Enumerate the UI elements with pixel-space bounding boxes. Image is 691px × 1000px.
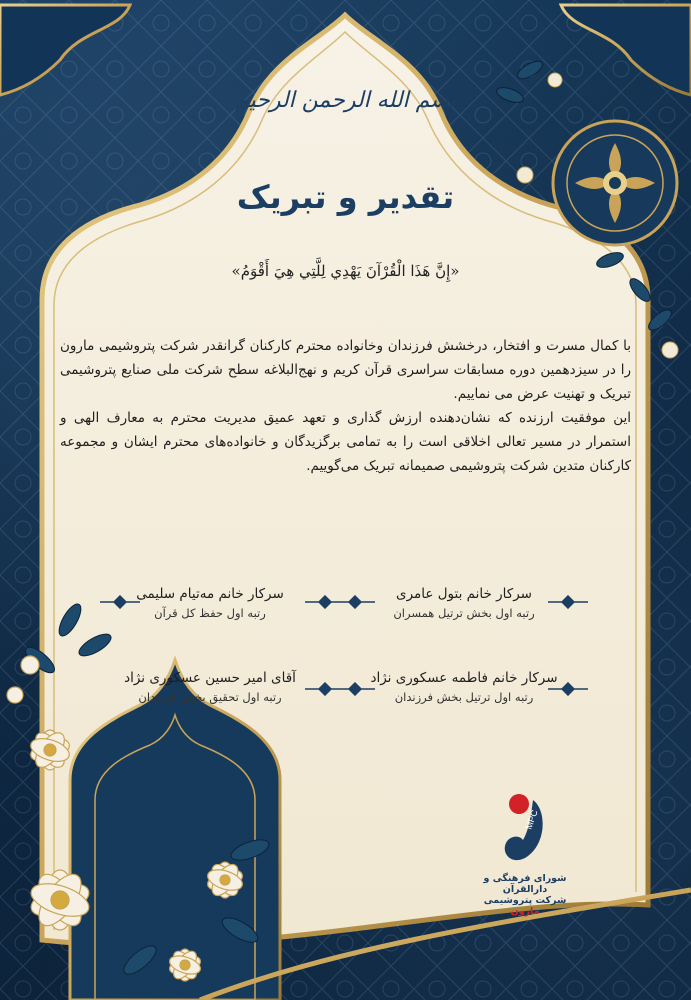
- recipient-4: [110, 668, 310, 706]
- logo-mark-text: MPC: [523, 808, 540, 831]
- logo-council-text: شورای فرهنگی و دارالقرآن: [483, 873, 567, 895]
- mpc-logo-icon: [495, 790, 555, 865]
- recipient-name: سرکار خانم بتول عامری: [396, 586, 532, 602]
- recipient-1: [364, 584, 564, 622]
- flourish-divider: [548, 682, 588, 696]
- body-paragraph-2: این موفقیت ارزنده که نشان‌دهنده ارزش گذاری و تعهد عمیق مدیریت محترم به معارف الهی و استمرار در مسیر تعالی اخلاقی است را به تمامی برگزیدگان و خانواده‌های محترم ایشان و مجموعه کارکنان متدین شرکت پتروشیمی صمیمانه تبریک می‌گوییم.: [60, 410, 631, 474]
- recipient-rank: رتبه اول تحقیق بخش فرزندان: [138, 690, 282, 704]
- recipient-rank: رتبه اول حفظ کل قرآن: [154, 606, 266, 620]
- basmala-calligraphy: بسم الله الرحمن الرحیم: [234, 88, 457, 113]
- logo-company-text: [470, 895, 580, 917]
- recipient-name: سرکار خانم مه‌تیام سلیمی: [136, 586, 284, 602]
- flourish-divider: [305, 682, 375, 696]
- flourish-divider: [100, 595, 140, 609]
- quran-verse: «إِنَّ هَذَا الْقُرْآنَ يَهْدِي لِلَّتِي هِيَ أَقْوَمُ»: [231, 262, 460, 280]
- flourish-divider: [548, 595, 588, 609]
- recipient-rank: رتبه اول ترتیل بخش فرزندان: [394, 690, 534, 704]
- recipient-rank: رتبه اول بخش ترتیل همسران: [393, 606, 535, 620]
- recipient-name: سرکار خانم فاطمه عسکوری نژاد: [370, 670, 558, 686]
- logo-company-prefix: شرکت پتروشیمی: [483, 895, 567, 906]
- recipient-2: [110, 584, 310, 622]
- recipient-3: [364, 668, 564, 706]
- logo-company-accent: مارون: [510, 906, 540, 917]
- organization-logo: [470, 790, 580, 917]
- flourish-divider: [305, 595, 375, 609]
- body-paragraph-1: با کمال مسرت و افتخار، درخشش فرزندان وخانواده محترم کارکنان گرانقدر شرکت پتروشیمی مارون را در سیزدهمین دوره مسابقات سراسری قرآن کریم و نهج‌البلاغه سطح شرکت ملی صنایع پتروشیمی تبریک و تهنیت عرض می نماییم.: [60, 338, 631, 402]
- body-text: [60, 334, 631, 478]
- page-title: تقدیر و تبریک: [236, 178, 455, 216]
- recipient-name: آقای امیر حسین عسکوری نژاد: [124, 670, 296, 686]
